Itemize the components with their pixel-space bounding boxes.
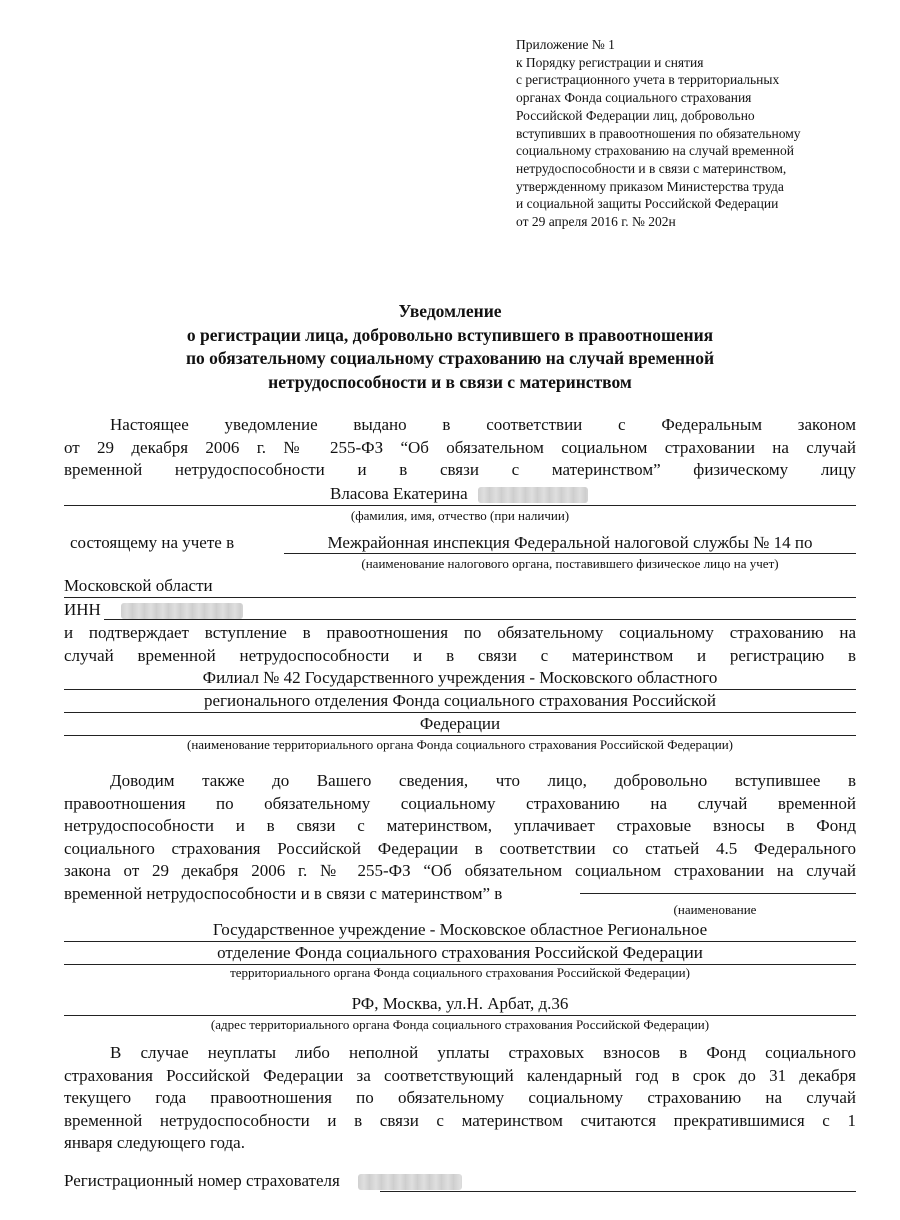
- fss-address-underline: [64, 1015, 856, 1016]
- document-title: [60, 300, 840, 394]
- nonpayment-line: текущего года правоотношения по обязательному социальному страхованию на случай: [64, 1088, 856, 1107]
- tax-authority-underline: [284, 553, 856, 554]
- fss-branch-line3: Федерации: [419, 714, 501, 733]
- notice-line: правоотношения по обязательному социальному страхованию на случай временной: [64, 793, 856, 813]
- title-line: о регистрации лица, добровольно вступившего в правоотношения: [186, 324, 714, 345]
- tax-authority-line2-underline: [64, 597, 856, 598]
- fss-branch-underline2: [64, 712, 856, 713]
- appendix-line: социальному страхованию на случай временной: [516, 143, 794, 159]
- inn-underline: [104, 619, 856, 620]
- appendix-line: нетрудоспособности и в связи с материнством,: [516, 160, 787, 176]
- notice-line: закона от 29 декабря 2006 г. № 255-ФЗ “Об обязательном социальном страховании на случай: [64, 861, 856, 880]
- title-line: по обязательному социальному страхованию на случай временной: [185, 348, 715, 368]
- appendix-line: и социальной защиты Российской Федерации: [516, 196, 779, 212]
- appendix-line: утвержденному приказом Министерства труда: [516, 178, 784, 194]
- inn-field: [64, 600, 243, 620]
- nonpayment-line: В случае неуплаты либо неполной уплаты страховых взносов в Фонд социального: [110, 1043, 856, 1062]
- tax-label: состоящему на учете в: [70, 533, 235, 552]
- title-line: нетрудоспособности и в связи с материнством: [268, 371, 632, 392]
- notice-line: временной нетрудоспособности и в связи с материнством” в: [64, 883, 503, 903]
- title-line: Уведомление: [398, 301, 502, 321]
- notice-line: нетрудоспособности и в связи с материнством, уплачивает страховые взносы в Фонд: [64, 816, 856, 835]
- appendix-header: [516, 36, 876, 231]
- fss-org-line1: Государственное учреждение - Московское областное Региональное: [212, 920, 708, 939]
- tax-caption: (наименование налогового органа, поставившего физическое лицо на учет): [361, 556, 779, 571]
- name-underline: [64, 505, 856, 506]
- fss-branch-line2: регионального отделения Фонда социального страхования Российской: [203, 691, 717, 710]
- notice-blank-underline: [580, 893, 856, 894]
- intro-line: временной нетрудоспособности и в связи с материнством” физическому лицу: [64, 460, 856, 479]
- fss-address: РФ, Москва, ул.Н. Арбат, д.36: [351, 994, 569, 1013]
- fss-org-underline1: [64, 941, 856, 942]
- registration-field: [64, 1171, 462, 1191]
- nonpayment-line: временной нетрудоспособности и в связи с материнством считаются прекратившимися с 1: [64, 1110, 856, 1130]
- redacted-inn: [121, 603, 243, 619]
- intro-paragraph: [64, 414, 856, 482]
- appendix-line: к Порядку регистрации и снятия: [516, 54, 704, 70]
- fss-branch-caption: (наименование территориального органа Фонда социального страхования Российской Федерации): [187, 737, 733, 752]
- fss-branch-line1: Филиал № 42 Государственного учреждения - Московского областного: [202, 668, 718, 687]
- person-name: Власова Екатерина: [330, 484, 468, 503]
- name-caption: (фамилия, имя, отчество (при наличии): [350, 508, 570, 523]
- fss-branch-underline1: [64, 689, 856, 690]
- appendix-line: с регистрационного учета в территориальных: [516, 72, 780, 88]
- nonpayment-line: января следующего года.: [64, 1133, 245, 1152]
- notice-paragraph: [64, 770, 856, 905]
- notice-line: социального страхования Российской Федерации в соответствии со статьей 4.5 Федерального: [64, 838, 856, 858]
- person-name-field: [330, 484, 588, 504]
- intro-line: Настоящее уведомление выдано в соответствии с Федеральным законом: [110, 415, 856, 434]
- confirm-line: и подтверждает вступление в правоотношения по обязательному социальному страхованию на: [64, 623, 856, 642]
- appendix-line: Российской Федерации лиц, добровольно: [516, 107, 755, 123]
- address-caption: (адрес территориального органа Фонда социального страхования Российской Федерации): [210, 1017, 710, 1032]
- confirm-paragraph: [64, 622, 856, 667]
- inn-label: ИНН: [64, 600, 101, 619]
- appendix-line: органах Фонда социального страхования: [516, 90, 752, 106]
- notice-caption-a: (наименование: [673, 902, 757, 917]
- appendix-line: Приложение № 1: [516, 37, 615, 52]
- nonpayment-paragraph: [64, 1042, 856, 1155]
- nonpayment-line: страхования Российской Федерации за соответствующий календарный год в срок до 31 декабря: [64, 1065, 856, 1085]
- registration-underline: [380, 1191, 856, 1192]
- notice-line: Доводим также до Вашего сведения, что лицо, добровольно вступившее в: [110, 771, 856, 790]
- redacted-registration-number: [358, 1174, 462, 1190]
- appendix-line: от 29 апреля 2016 г. № 202н: [516, 214, 676, 230]
- registration-label: Регистрационный номер страхователя: [64, 1171, 340, 1190]
- intro-line: от 29 декабря 2006 г. № 255-ФЗ “Об обязательном социальном страховании на случай: [64, 437, 856, 457]
- fss-branch-underline3: [64, 735, 856, 736]
- fss-org-line2: отделение Фонда социального страхования Российской Федерации: [217, 943, 703, 962]
- tax-authority-line2: Московской области: [64, 576, 213, 595]
- confirm-line: случай временной нетрудоспособности и в связи с материнством и регистрацию в: [64, 645, 856, 665]
- notice-caption-b: территориального органа Фонда социального страхования Российской Федерации): [230, 965, 690, 980]
- appendix-line: вступивших в правоотношения по обязательному: [516, 125, 801, 141]
- redacted-surname: [478, 487, 588, 503]
- tax-authority-line1: Межрайонная инспекция Федеральной налоговой службы № 14 по: [327, 533, 813, 552]
